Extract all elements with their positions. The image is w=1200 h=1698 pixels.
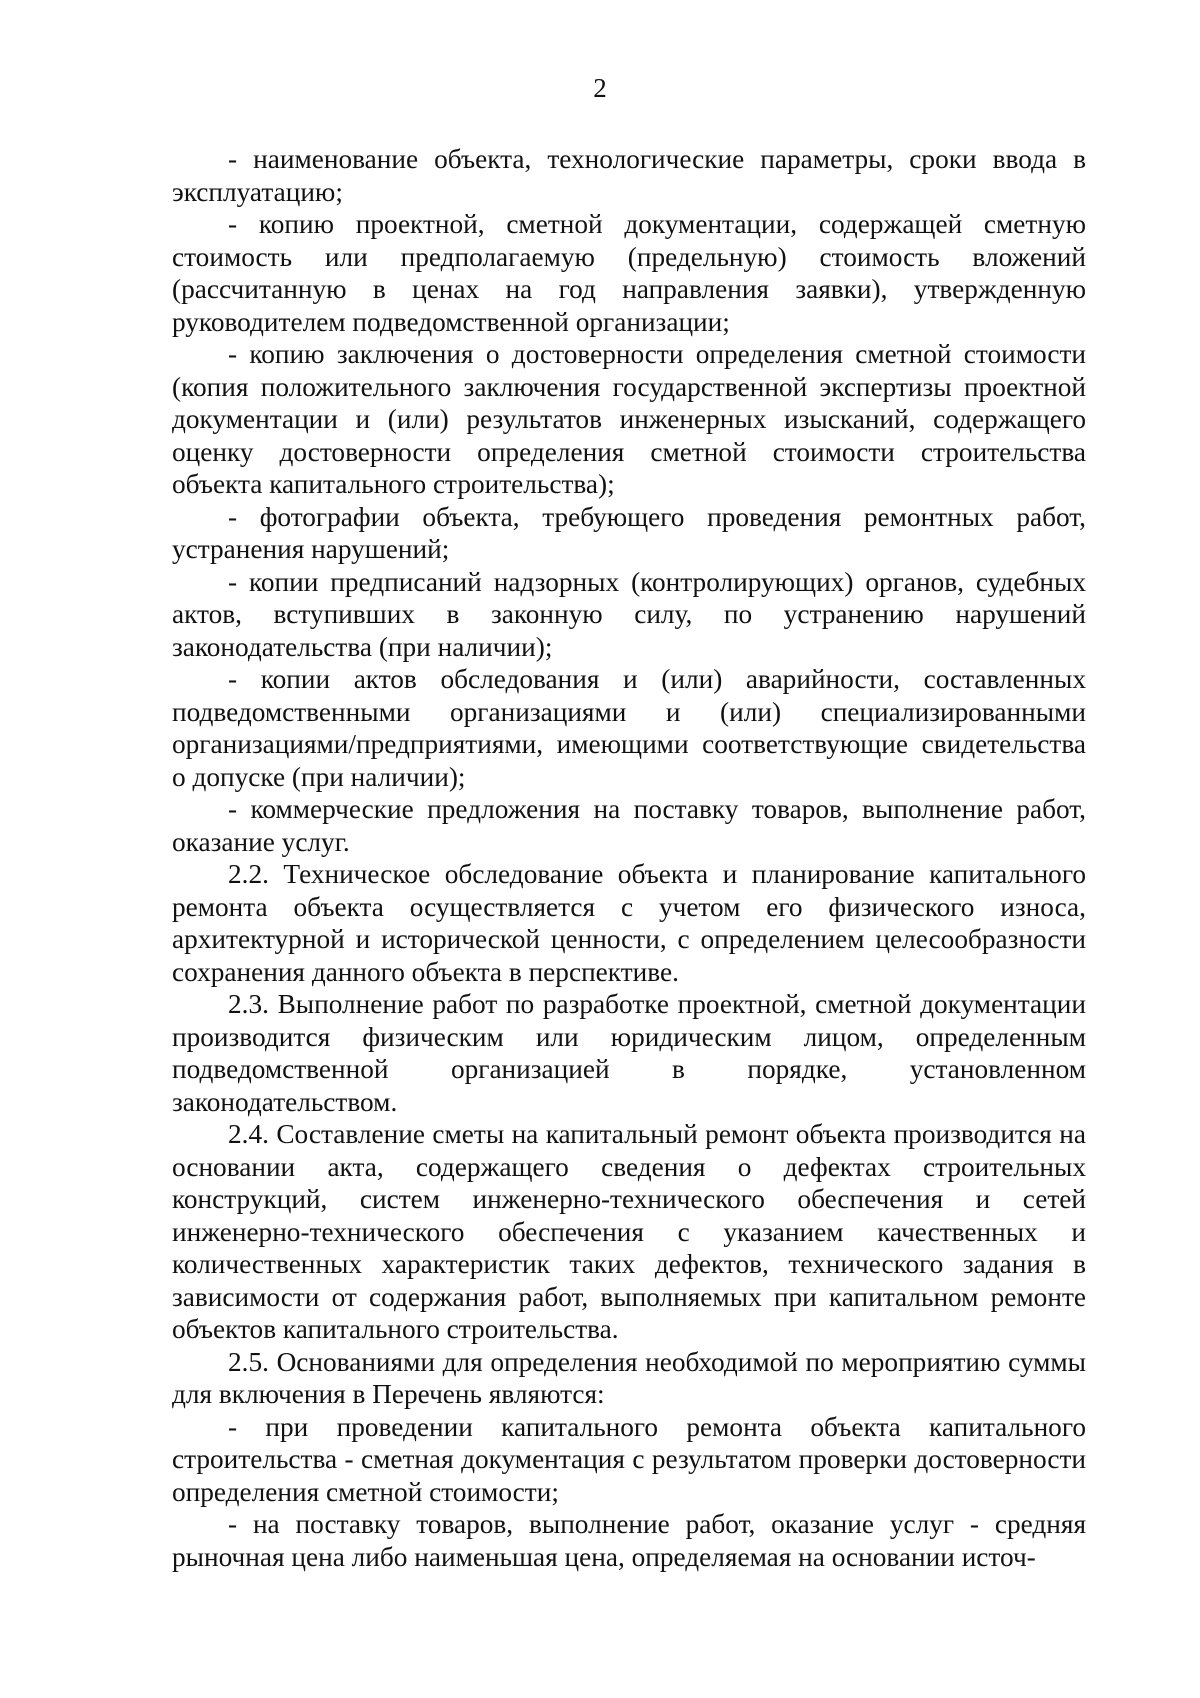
paragraph-object-photos: - фотографии объекта, требующего проведения ремонтных работ, устранения нарушений;	[172, 501, 1086, 564]
paragraph-supply-pricing: - на поставку товаров, выполнение работ, оказание услуг - средняя рыночная цена либо наименьшая цена, определяемая на основании источ-	[172, 1509, 1086, 1572]
paragraph-section-2-4: 2.4. Составление сметы на капитальный ремонт объекта производится на основании акта, содержащего сведения о дефектах строительных конструкций, систем инженерно-технического обеспечения и сетей инженерно-технического обеспечения с указанием качественных и количественных характеристик таких дефектов, технического задания в зависимости от содержания работ, выполняемых при капитальном ремонте объектов капитального строительства.	[172, 1119, 1086, 1344]
paragraph-capital-repair-estimate: - при проведении капитального ремонта объекта капитального строительства - сметная документация с результатом проверки достоверности определения сметной стоимости;	[172, 1411, 1086, 1507]
paragraph-orders-copies: - копии предписаний надзорных (контролирующих) органов, судебных актов, вступивших в законную силу, по устранению нарушений законодательства (при наличии);	[172, 566, 1086, 662]
paragraph-section-2-5: 2.5. Основаниями для определения необходимой по мероприятию суммы для включения в Перечень являются:	[172, 1346, 1086, 1409]
paragraph-cost-conclusion-copy: - копию заключения о достоверности определения сметной стоимости (копия положительного заключения государственной экспертизы проектной документации и (или) результатов инженерных изысканий, содержащего оценку достоверности определения сметной стоимости строительства объекта капитального строительства);	[172, 339, 1086, 499]
paragraph-section-2-3: 2.3. Выполнение работ по разработке проектной, сметной документации производится физическим или юридическим лицом, определенным подведомственной организацией в порядке, установленном законодательством.	[172, 989, 1086, 1117]
paragraph-design-docs-copy: - копию проектной, сметной документации, содержащей сметную стоимость или предполагаемую (предельную) стоимость вложений (рассчитанную в ценах на год направления заявки), утвержденную руководителем подведомственной организации;	[172, 209, 1086, 337]
paragraph-object-name: - наименование объекта, технологические параметры, сроки ввода в эксплуатацию;	[172, 144, 1086, 207]
paragraph-commercial-offers: - коммерческие предложения на поставку товаров, выполнение работ, оказание услуг.	[172, 794, 1086, 857]
paragraph-section-2-2: 2.2. Техническое обследование объекта и планирование капитального ремонта объекта осуществляется с учетом его физического износа, архитектурной и исторической ценности, с определением целесообразности сохранения данного объекта в перспективе.	[172, 859, 1086, 987]
page-number: 2	[593, 73, 607, 103]
document-body	[172, 143, 1086, 1573]
paragraph-inspection-acts: - копии актов обследования и (или) аварийности, составленных подведомственными организациями и (или) специализированными организациями/предприятиями, имеющими соответствующие свидетельства о допуске (при наличии);	[172, 664, 1086, 792]
